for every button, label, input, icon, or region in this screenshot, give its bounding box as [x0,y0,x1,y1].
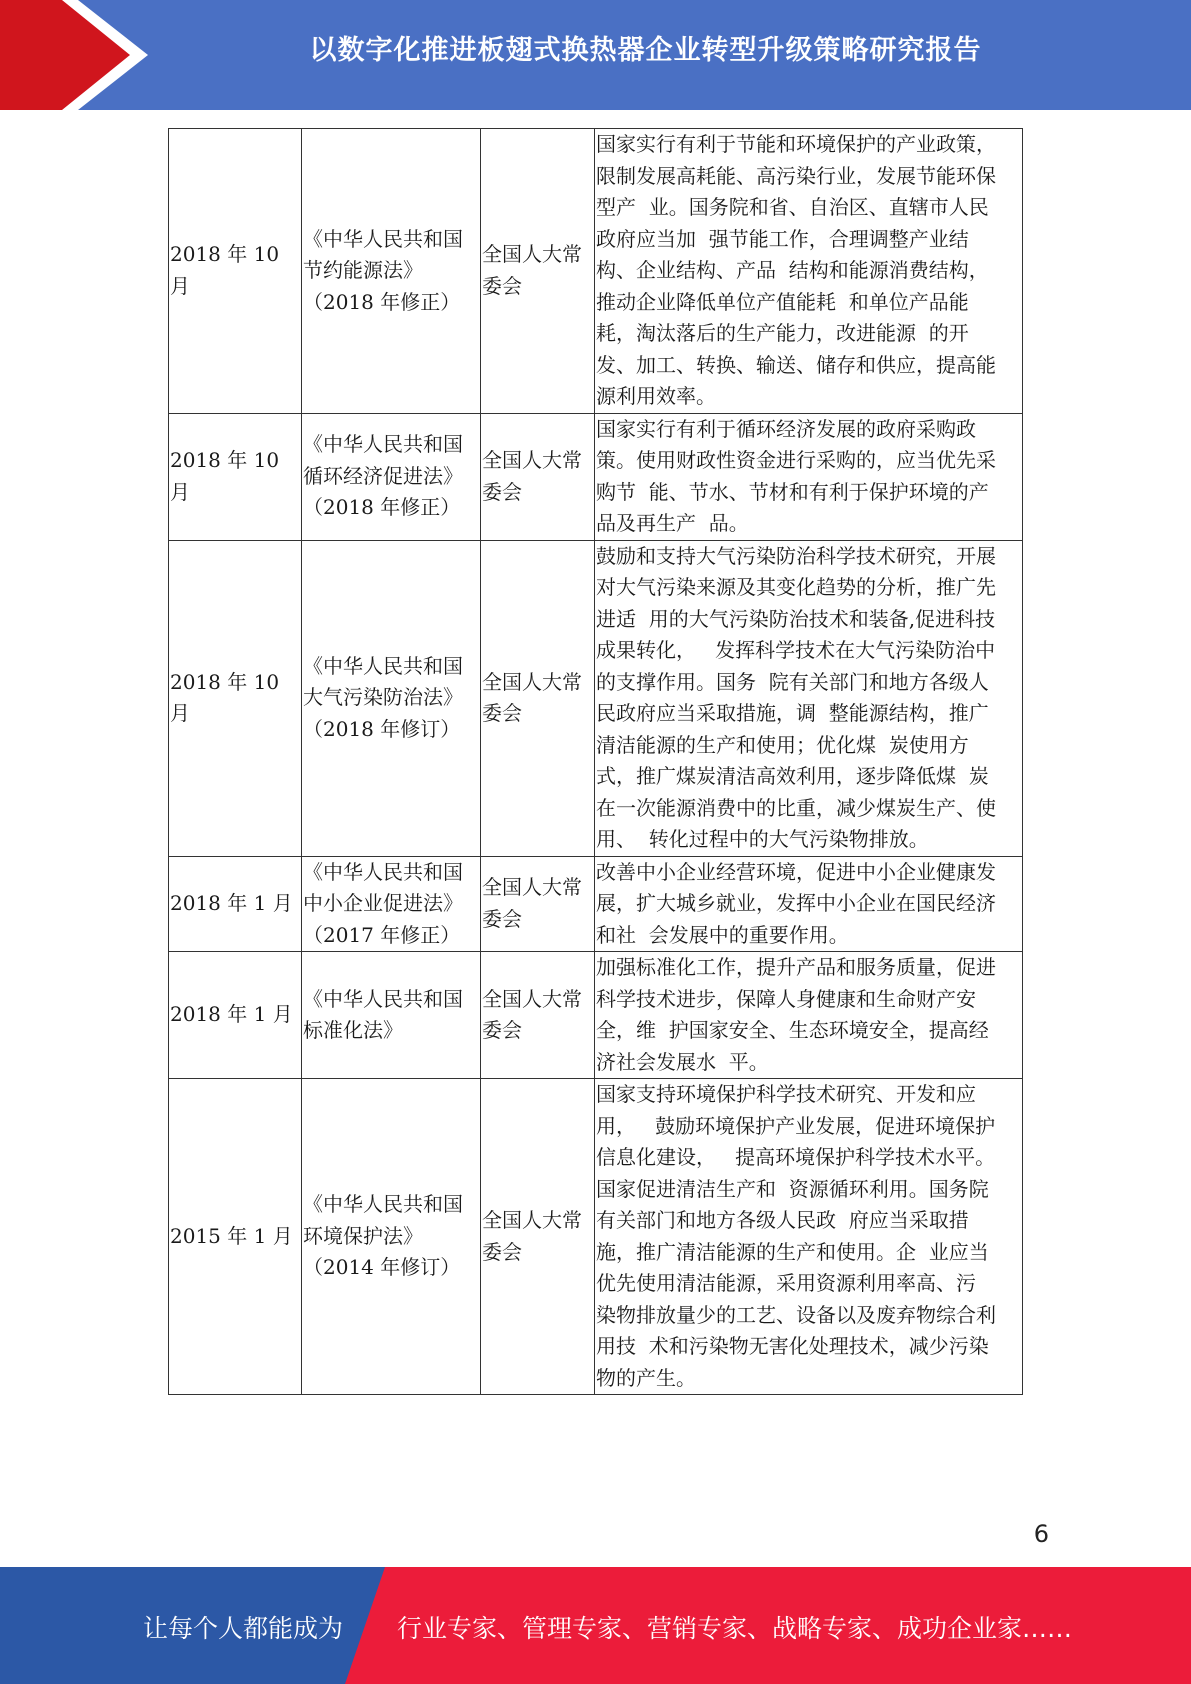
content-cell [595,413,1023,540]
issuer-cell [481,952,595,1079]
table-row [169,952,1023,1079]
issuer-line: 委会 [482,1239,522,1264]
page-footer [0,1567,1191,1684]
law-line: 《中华人民共和国 [303,859,463,884]
content-line: 全，维 护国家安全、生态环境安全，提高经 [596,1018,989,1042]
content-line: 政府应当加 强节能工作，合理调整产业结 [596,226,969,251]
content-line: 品及再生产 品。 [596,511,749,535]
date-cell: 2015 年 1 月 [169,1079,302,1395]
law-line: 大气污染防治法》 [303,685,463,710]
content-line: 用技 术和污染物无害化处理技术，减少污染 [596,1334,989,1358]
issuer-cell [481,540,595,856]
issuer-line: 委会 [482,701,522,725]
content-cell [595,856,1023,952]
content-line: 对大气污染来源及其变化趋势的分析，推广先 [596,575,996,599]
content-line: 在一次能源消费中的比重，减少煤炭生产、使 [596,795,996,820]
law-line: 中小企业促进法》 [303,891,463,915]
content-line: 式，推广煤炭清洁高效利用，逐步降低煤 炭 [596,764,989,788]
law-line: 环境保护法》 [303,1223,423,1248]
table-row [169,413,1023,540]
law-line: 标准化法》 [303,1018,403,1042]
law-line: 《中华人民共和国 [303,1192,463,1217]
content-line: 物的产生。 [596,1365,696,1390]
content-line: 和社 会发展中的重要作用。 [596,922,849,947]
content-line: 源利用效率。 [596,384,716,408]
content-line: 推动企业降低单位产值能耗 和单位产品能 [596,289,969,314]
content-line: 加强标准化工作，提升产品和服务质量，促进 [596,955,996,979]
law-line: （2018 年修订） [303,716,461,741]
content-line: 济社会发展水 平。 [596,1049,769,1074]
report-title: 以数字化推进板翅式换热器企业转型升级策略研究报告 [309,35,982,66]
policy-table-body [169,129,1023,1395]
page-number: 6 [1033,1520,1049,1548]
content-line: 的支撑作用。国务 院有关部门和地方各级人 [596,669,989,694]
content-line: 清洁能源的生产和使用；优化煤 炭使用方 [596,732,969,757]
table-row [169,1079,1023,1395]
law-line: （2018 年修正） [303,495,461,520]
content-line: 有关部门和地方各级人民政 府应当采取措 [596,1208,969,1232]
law-cell [302,540,481,856]
content-line: 信息化建设， 提高环境保护科学技术水平。 [596,1145,996,1169]
law-line: 《中华人民共和国 [303,653,463,678]
page-header [0,0,1191,110]
issuer-cell [481,856,595,952]
content-line: 国家促进清洁生产和 资源循环利用。国务院 [596,1176,989,1201]
law-cell [302,1079,481,1395]
issuer-line: 委会 [482,906,522,931]
table-row [169,856,1023,952]
footer-slogan-left: 让每个人都能成为 [143,1614,344,1643]
date-cell: 2018 年 10 月 [169,413,302,540]
footer-slogan-right: 行业专家、管理专家、营销专家、战略专家、成功企业家…… [397,1614,1073,1643]
issuer-line: 全国人大常 [482,1208,582,1232]
content-line: 成果转化， 发挥科学技术在大气污染防治中 [596,638,996,662]
content-line: 购节 能、节水、节材和有利于保护环境的产 [596,479,989,504]
content-line: 国家实行有利于节能和环境保护的产业政策， [596,132,996,156]
content-line: 型产 业。国务院和省、自治区、直辖市人民 [596,195,989,219]
content-line: 构、企业结构、产品 结构和能源消费结构， [596,258,989,282]
law-line: 《中华人民共和国 [303,986,463,1011]
content-line: 用、 转化过程中的大气污染物排放。 [596,827,929,851]
law-cell [302,952,481,1079]
header-red-chevron [0,0,140,110]
content-line: 国家实行有利于循环经济发展的政府采购政 [596,416,976,441]
content-line: 策。使用财政性资金进行采购的，应当优先采 [596,448,996,472]
law-line: （2017 年修正） [303,922,461,947]
content-cell [595,952,1023,1079]
content-line: 进适 用的大气污染防治技术和装备,促进科技 [596,606,996,631]
issuer-cell [481,413,595,540]
content-line: 改善中小企业经营环境，促进中小企业健康发 [596,859,996,884]
content-line: 耗，淘汰落后的生产能力，改进能源 的开 [596,321,969,345]
law-line: 节约能源法》 [303,258,423,282]
issuer-line: 委会 [482,1018,522,1042]
law-cell [302,856,481,952]
content-cell [595,1079,1023,1395]
issuer-line: 委会 [482,273,522,298]
issuer-cell [481,129,595,414]
issuer-line: 全国人大常 [482,669,582,694]
law-line: 《中华人民共和国 [303,226,463,251]
issuer-line: 全国人大常 [482,242,582,267]
issuer-line: 全国人大常 [482,986,582,1011]
content-line: 染物排放量少的工艺、设备以及废弃物综合利 [596,1302,996,1327]
content-line: 施，推广清洁能源的生产和使用。企 业应当 [596,1239,989,1264]
date-cell: 2018 年 10 月 [169,129,302,414]
content-line: 发、加工、转换、输送、储存和供应，提高能 [596,352,996,377]
law-line: 循环经济促进法》 [303,463,463,488]
issuer-line: 全国人大常 [482,448,582,472]
issuer-line: 全国人大常 [482,875,582,900]
law-cell [302,129,481,414]
content-line: 鼓励和支持大气污染防治科学技术研究，开展 [596,543,996,568]
policy-table [168,128,1023,1395]
content-cell [595,129,1023,414]
date-cell: 2018 年 10 月 [169,540,302,856]
date-cell: 2018 年 1 月 [169,856,302,952]
law-cell [302,413,481,540]
content-line: 用， 鼓励环境保护产业发展，促进环境保护 [596,1113,996,1138]
law-line: （2018 年修正） [303,289,461,314]
table-row [169,129,1023,414]
content-line: 国家支持环境保护科学技术研究、开发和应 [596,1082,976,1106]
date-cell: 2018 年 1 月 [169,952,302,1079]
issuer-line: 委会 [482,479,522,504]
content-line: 展，扩大城乡就业，发挥中小企业在国民经济 [596,891,996,915]
content-line: 科学技术进步，保障人身健康和生命财产安 [596,986,976,1011]
law-line: （2014 年修订） [303,1255,461,1280]
law-line: 《中华人民共和国 [303,432,463,457]
content-line: 限制发展高耗能、高污染行业，发展节能环保 [596,163,996,188]
content-line: 优先使用清洁能源，采用资源利用率高、污 [596,1271,976,1295]
issuer-cell [481,1079,595,1395]
table-row [169,540,1023,856]
content-line: 民政府应当采取措施，调 整能源结构，推广 [596,701,989,725]
content-cell [595,540,1023,856]
